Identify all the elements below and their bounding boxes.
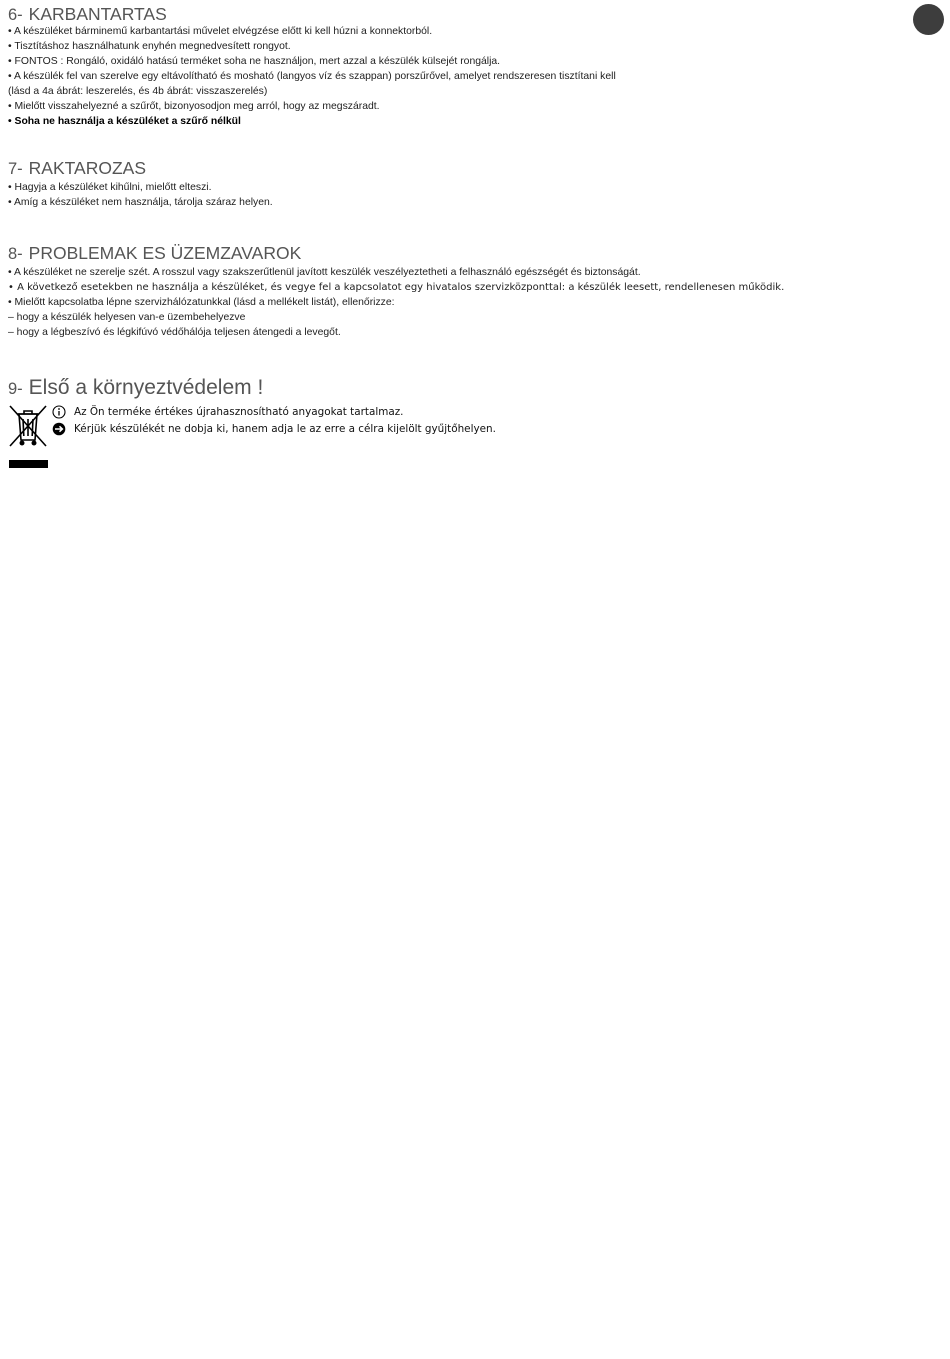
list-item: • A következő esetekben ne használja a készüléket, és vegye fel a kapcsolatot egy hivatalos szervizközponttal: a készülék leesett, rendellenesen működik. — [8, 282, 785, 293]
recycling-info-row — [52, 405, 403, 419]
info-circle-icon — [52, 405, 66, 419]
section-maintenance — [8, 4, 908, 129]
list-item: • A készüléket ne szerelje szét. A rosszul vagy szakszerűtlenül javított keszülék veszélyeztetheti a felhasználó egészségét és biztonságát. — [8, 267, 641, 278]
section-heading — [8, 158, 908, 180]
section-heading — [8, 376, 908, 400]
section-number: 6- — [8, 6, 23, 24]
recycling-info-text: Az Ön terméke értékes újrahasznosítható anyagokat tartalmaz. — [74, 406, 404, 418]
section-environment — [8, 376, 908, 400]
list-item: • Mielőtt visszahelyezné a szűrőt, bizonyosodjon meg arról, hogy az megszáradt. — [8, 101, 380, 112]
section-number: 8- — [8, 245, 23, 263]
section-troubleshooting — [8, 243, 908, 340]
list-item-warning: • Soha ne használja a készüléket a szűrő nélkül — [8, 116, 241, 127]
list-item: – hogy a készülék helyesen van-e üzembehelyezve — [8, 312, 246, 323]
section-title: RAKTAROZAS — [28, 158, 147, 178]
section-number: 9- — [8, 380, 23, 398]
section-storage — [8, 158, 908, 210]
section-title: PROBLEMAK ES ÜZEMZAVAROK — [28, 243, 302, 263]
page-marker-icon — [913, 4, 944, 35]
section-heading — [8, 243, 908, 265]
section-title: Első a környeztvédelem ! — [28, 376, 264, 399]
section-heading — [8, 4, 908, 24]
arrow-right-circle-icon — [52, 422, 66, 436]
list-item: (lásd a 4a ábrát: leszerelés, és 4b ábrát: visszaszerelés) — [8, 86, 268, 97]
list-item: • FONTOS : Rongáló, oxidáló hatású terméket soha ne használjon, mert azzal a készülék külsejét rongálja. — [8, 56, 501, 67]
crossed-out-wheelie-bin-icon — [8, 404, 48, 448]
list-item: • Hagyja a készüléket kihűlni, mielőtt elteszi. — [8, 182, 212, 193]
recycling-notice — [8, 404, 608, 474]
list-item: – hogy a légbeszívó és légkifúvó védőhálója teljesen átengedi a levegőt. — [8, 327, 341, 338]
recycling-action-row — [52, 422, 496, 436]
section-title: KARBANTARTAS — [28, 4, 167, 24]
list-item: • Mielőtt kapcsolatba lépne szervizhálózatunkkal (lásd a mellékelt listát), ellenőrizze: — [8, 297, 395, 308]
section-number: 7- — [8, 160, 23, 178]
recycling-action-text: Kérjük készülékét ne dobja ki, hanem adja le az erre a célra kijelölt gyűjtőhelyen. — [74, 423, 496, 435]
list-item: • Tisztításhoz használhatunk enyhén megnedvesített rongyot. — [8, 41, 291, 52]
list-item: • A készülék fel van szerelve egy eltávolítható és mosható (langyos víz és szappan) porszűrővel, amelyet rendszeresen tisztítani kell — [8, 71, 616, 82]
list-item: • A készüléket bárminemű karbantartási művelet elvégzése előtt ki kell húzni a konnektorból. — [8, 26, 433, 37]
list-item: • Amíg a készüléket nem használja, tárolja száraz helyen. — [8, 197, 273, 208]
solid-bar-icon — [9, 460, 48, 468]
